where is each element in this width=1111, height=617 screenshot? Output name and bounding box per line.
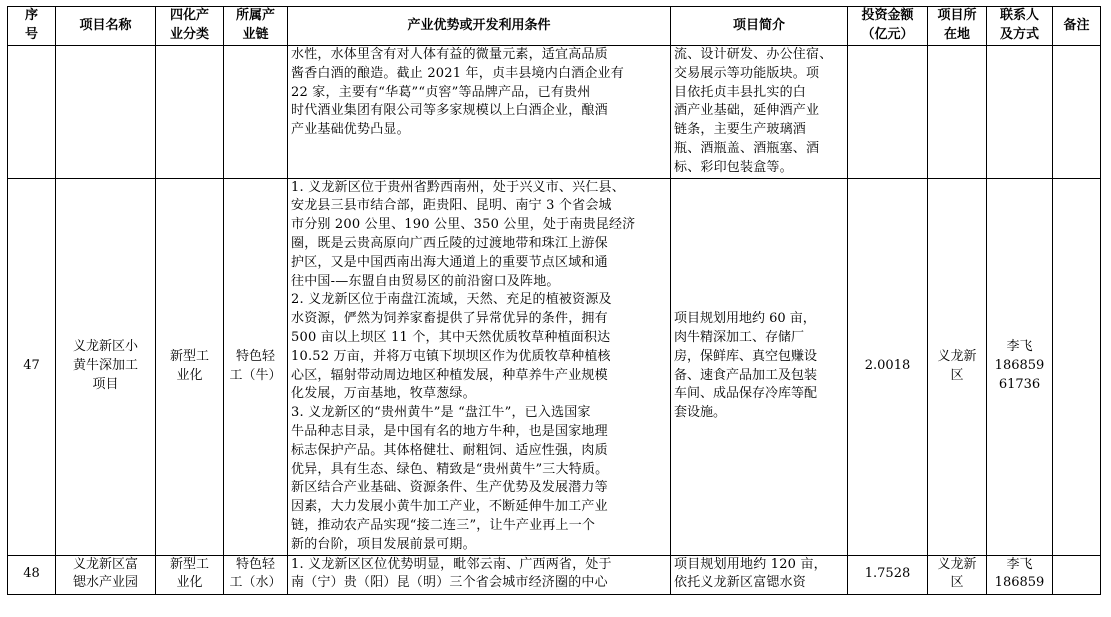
header-remark: 备注: [1053, 7, 1101, 46]
cell-investment: 2.0018: [848, 178, 928, 555]
cell-category: 新型工 业化: [156, 555, 224, 594]
cell-industry-chain: 特色轻 工（水）: [224, 555, 288, 594]
header-location: 项目所 在地: [928, 7, 987, 46]
table-row: [8, 555, 1101, 594]
header-industry-chain: 所属产 业链: [224, 7, 288, 46]
project-table: [7, 6, 1101, 595]
cell-seq: 48: [8, 555, 56, 594]
cell-contact: [987, 46, 1053, 179]
cell-location: 义龙新 区: [928, 178, 987, 555]
cell-intro: 流、设计研发、办公住宿、 交易展示等功能版块。项 目依托贞丰县扎实的白 酒产业基础，延伸酒产业 链条，主要生产玻璃酒 瓶、酒瓶盖、酒瓶塞、酒 标、彩印包装盒等。: [671, 46, 848, 179]
cell-contact: 李飞 186859 61736: [987, 178, 1053, 555]
cell-seq: [8, 46, 56, 179]
header-advantage: 产业优势或开发利用条件: [288, 7, 671, 46]
cell-investment: [848, 46, 928, 179]
header-category: 四化产 业分类: [156, 7, 224, 46]
cell-category: [156, 46, 224, 179]
cell-location: 义龙新 区: [928, 555, 987, 594]
cell-project-name: 义龙新区富 锶水产业园: [56, 555, 156, 594]
cell-industry-chain: [224, 46, 288, 179]
cell-advantage: 1. 义龙新区区位优势明显，毗邻云南、广西两省，处于 南（宁）贵（阳）昆（明）三个省会城市经济圈的中心: [288, 555, 671, 594]
cell-advantage: 水性，水体里含有对人体有益的微量元素，适宜高品质 酱香白酒的酿造。截止 2021 年，贞丰县境内白酒企业有 22 家，主要有“华葛”“贞窖”等品牌产品，已有贵州 时代酒业集团有限公司等多家规模以上白酒企业，酿酒 产业基础优势凸显。: [288, 46, 671, 179]
cell-seq: 47: [8, 178, 56, 555]
header-row: [8, 7, 1101, 46]
header-project-name: 项目名称: [56, 7, 156, 46]
cell-industry-chain: 特色轻 工（牛）: [224, 178, 288, 555]
cell-remark: [1053, 46, 1101, 179]
cell-remark: [1053, 178, 1101, 555]
cell-project-name: 义龙新区小 黄牛深加工 项目: [56, 178, 156, 555]
header-intro: 项目简介: [671, 7, 848, 46]
cell-project-name: [56, 46, 156, 179]
cell-location: [928, 46, 987, 179]
cell-investment: 1.7528: [848, 555, 928, 594]
table-row: [8, 178, 1101, 555]
cell-intro: 项目规划用地约 60 亩， 肉牛精深加工、存储厂 房，保鲜库、真空包赚设 备、速食产品加工及包装 车间、成品保存冷库等配 套设施。: [671, 178, 848, 555]
cell-remark: [1053, 555, 1101, 594]
cell-category: 新型工 业化: [156, 178, 224, 555]
table-row: [8, 46, 1101, 179]
header-contact: 联系人 及方式: [987, 7, 1053, 46]
header-seq: 序 号: [8, 7, 56, 46]
cell-advantage: 1. 义龙新区位于贵州省黔西南州，处于兴义市、兴仁县、 安龙县三县市结合部，距贵阳、昆明、南宁 3 个省会城 市分别 200 公里、190 公里、350 公里，处于南贵昆经济 圈，既是云贵高原向广西丘陵的过渡地带和珠江上游保 护区，又是中国西南出海大通道上的重要节点区域和通 往中国-—东盟自由贸易区的前沿窗口及阵地。 2. 义龙新区位于南盘江流域，天然、充足的植被资源及 水资源，俨然为饲养家畜提供了异常优异的条件，拥有 500 亩以上坝区 11 个，其中天然优质牧草种植面积达 10.52 万亩，并将万屯镇下坝坝区作为优质牧草种植核 心区，辐射带动周边地区种植发展，种草养牛产业规模 化发展，万亩基地，牧草葱绿。 3. 义龙新区的“贵州黄牛”是 “盘江牛”，已入选国家 牛品种志目录，是中国有名的地方牛种，也是国家地理 标志保护产品。其体格健壮、耐粗饲、适应性强，肉质 优异，具有生态、绿色、精致是“贵州黄牛”三大特质。 新区结合产业基础、资源条件、生产优势及发展潜力等 因素，大力发展小黄牛加工产业，不断延伸牛加工产业 链，推动农产品实现“接二连三”，让牛产业再上一个 新的台阶，项目发展前景可期。: [288, 178, 671, 555]
cell-contact: 李飞 186859: [987, 555, 1053, 594]
cell-intro: 项目规划用地约 120 亩， 依托义龙新区富锶水资: [671, 555, 848, 594]
header-investment: 投资金额 （亿元）: [848, 7, 928, 46]
